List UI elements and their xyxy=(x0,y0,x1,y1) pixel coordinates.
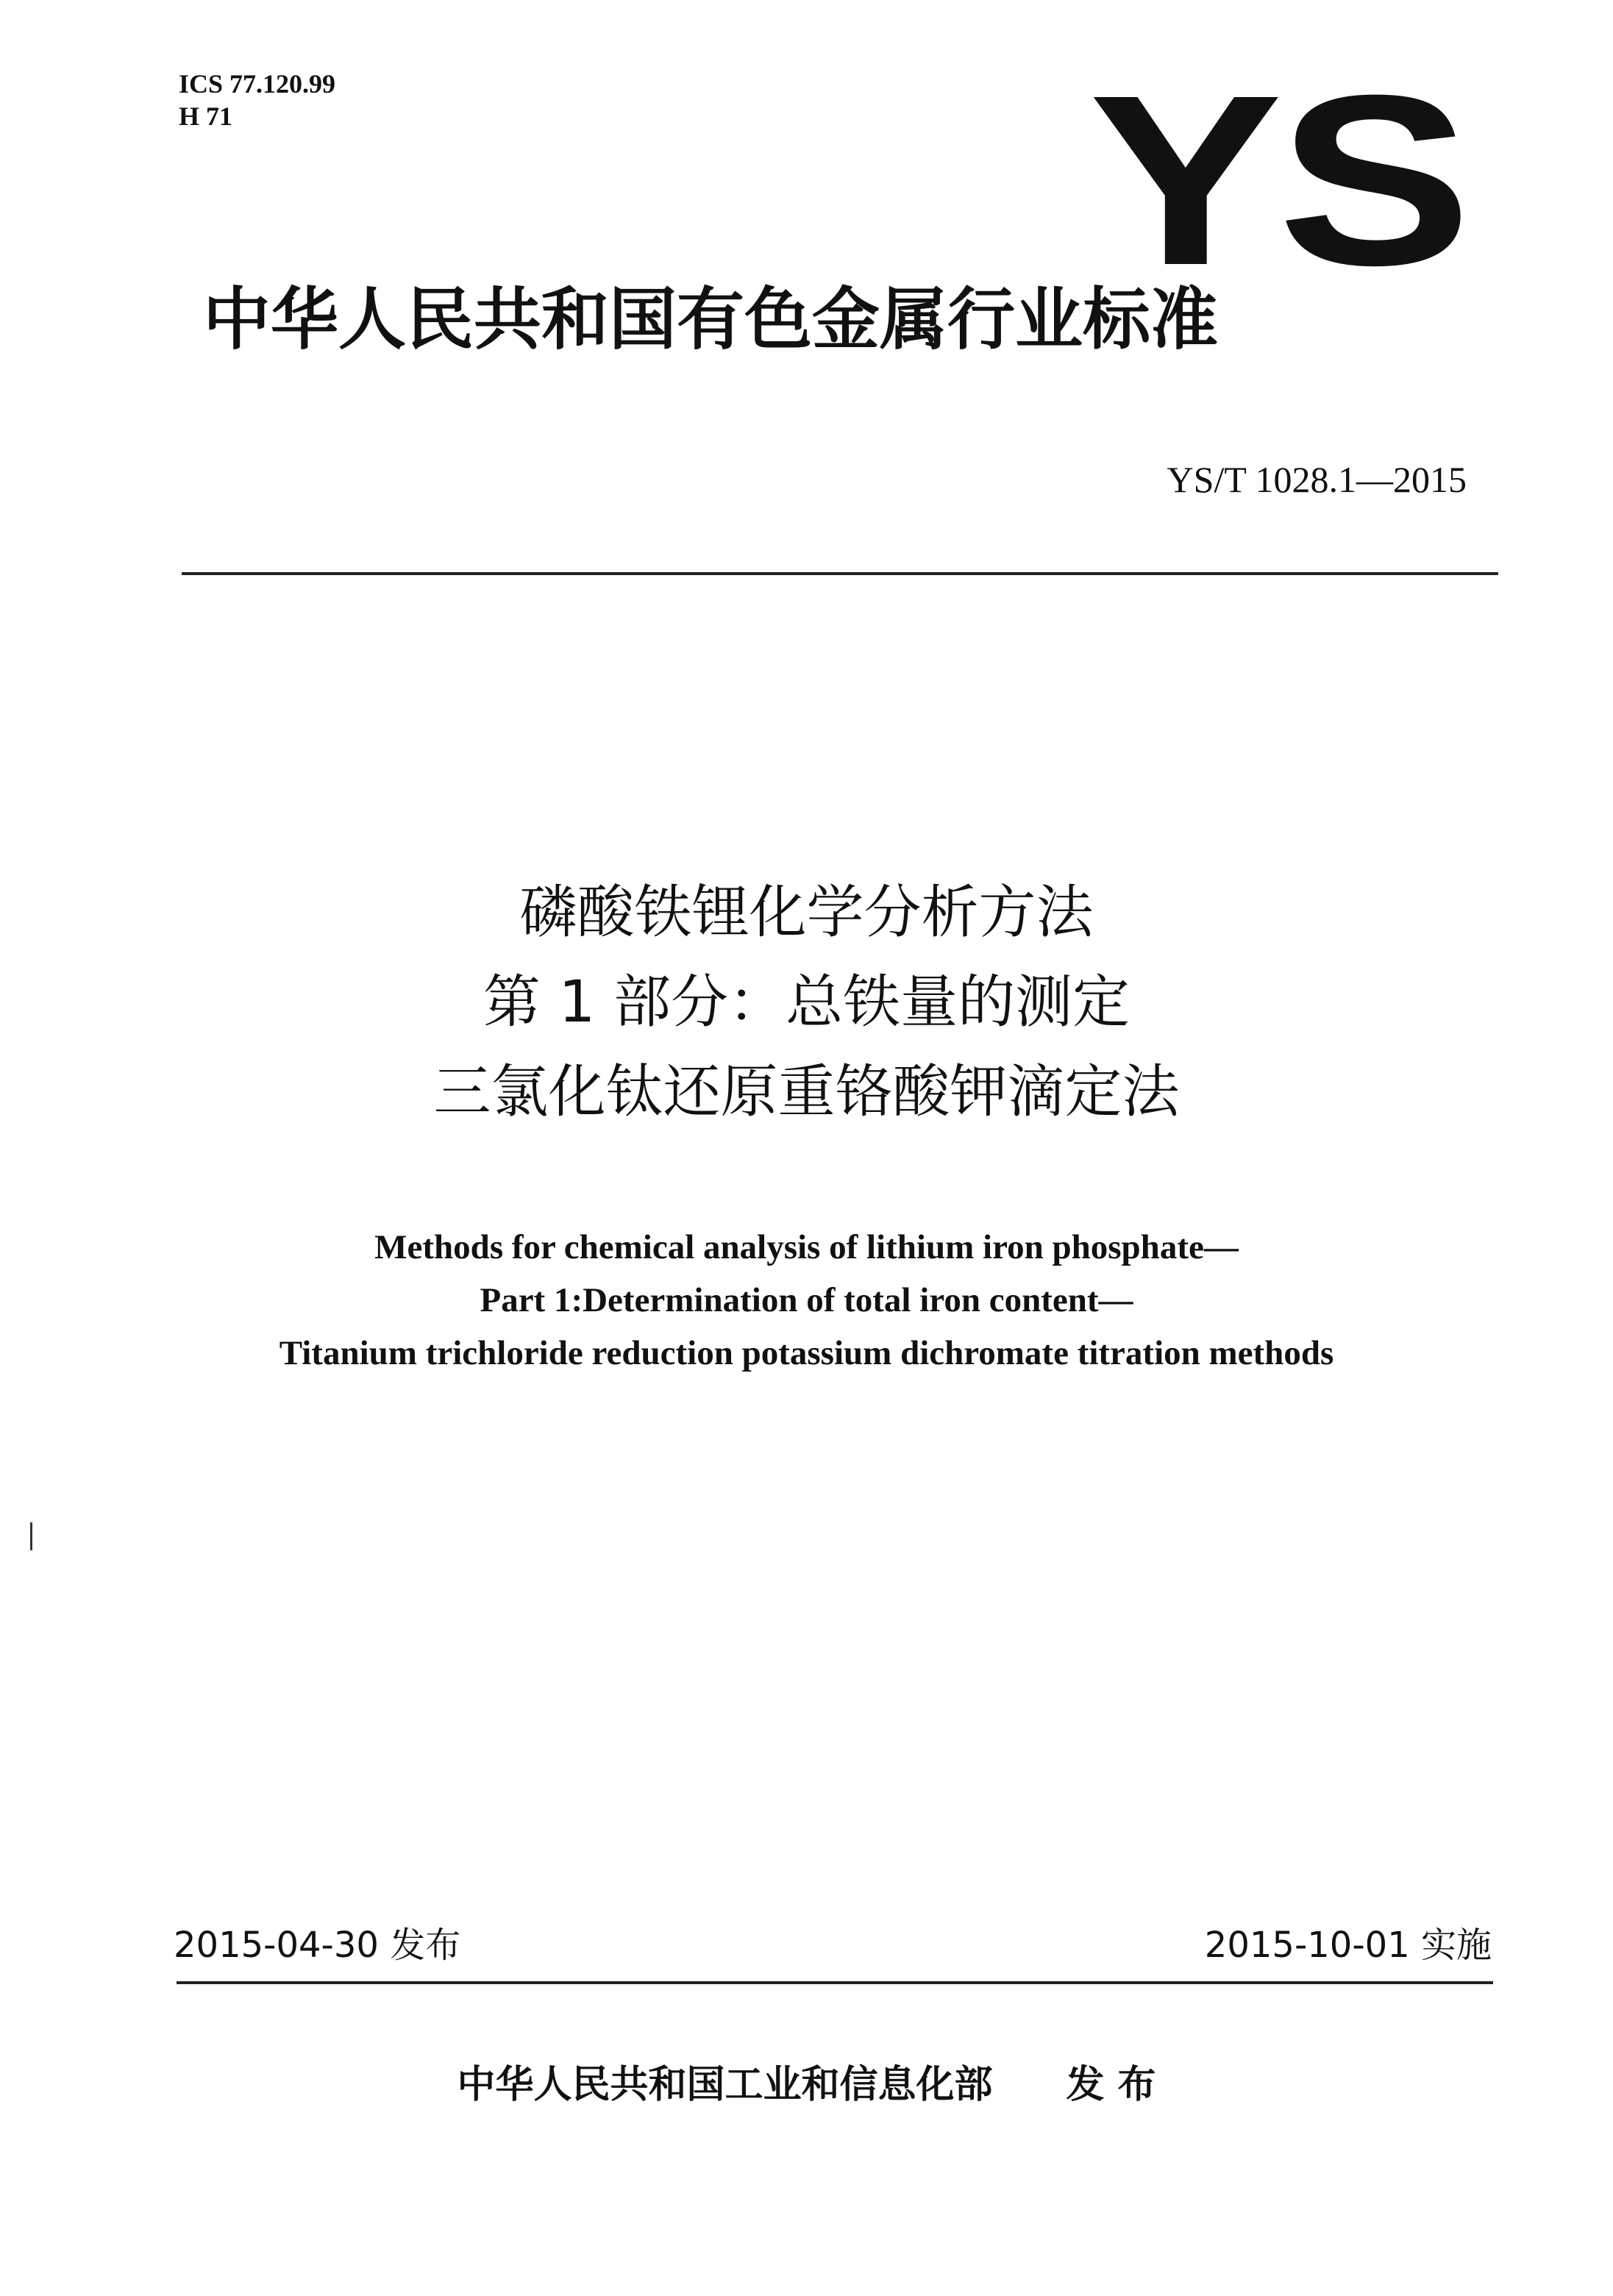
english-title-block xyxy=(0,1221,1613,1380)
publisher-line xyxy=(0,2059,1613,2111)
ys-logo: YS xyxy=(1089,44,1467,315)
english-title-line-1: Methods for chemical analysis of lithium iron phosphate— xyxy=(374,1228,1239,1266)
ics-code: ICS 77.120.99 xyxy=(179,69,336,99)
chinese-title-line-2: 第 1 部分：总铁量的测定 xyxy=(483,969,1130,1035)
standard-number: YS/T 1028.1—2015 xyxy=(1167,459,1467,500)
english-title-line-3: Titanium trichloride reduction potassium dichromate titration methods xyxy=(279,1334,1334,1372)
bottom-divider xyxy=(177,1981,1493,1984)
category-code: H 71 xyxy=(179,101,233,131)
standard-title: 中华人民共和国有色金属行业标准 xyxy=(203,280,1219,359)
publisher-action: 发 布 xyxy=(1066,2063,1156,2107)
chinese-title-block xyxy=(0,868,1613,1137)
classification-codes xyxy=(179,68,335,132)
margin-mark xyxy=(30,1522,32,1550)
publisher-name: 中华人民共和国工业和信息化部 xyxy=(457,2063,993,2107)
chinese-title-line-3: 三氯化钛还原重铬酸钾滴定法 xyxy=(433,1059,1180,1125)
top-divider xyxy=(182,572,1498,575)
implementation-date: 2015-10-01 实施 xyxy=(1204,1925,1492,1966)
issue-date: 2015-04-30 发布 xyxy=(174,1925,461,1966)
chinese-title-line-1: 磷酸铁锂化学分析方法 xyxy=(519,880,1094,946)
english-title-line-2: Part 1:Determination of total iron content— xyxy=(480,1281,1133,1319)
